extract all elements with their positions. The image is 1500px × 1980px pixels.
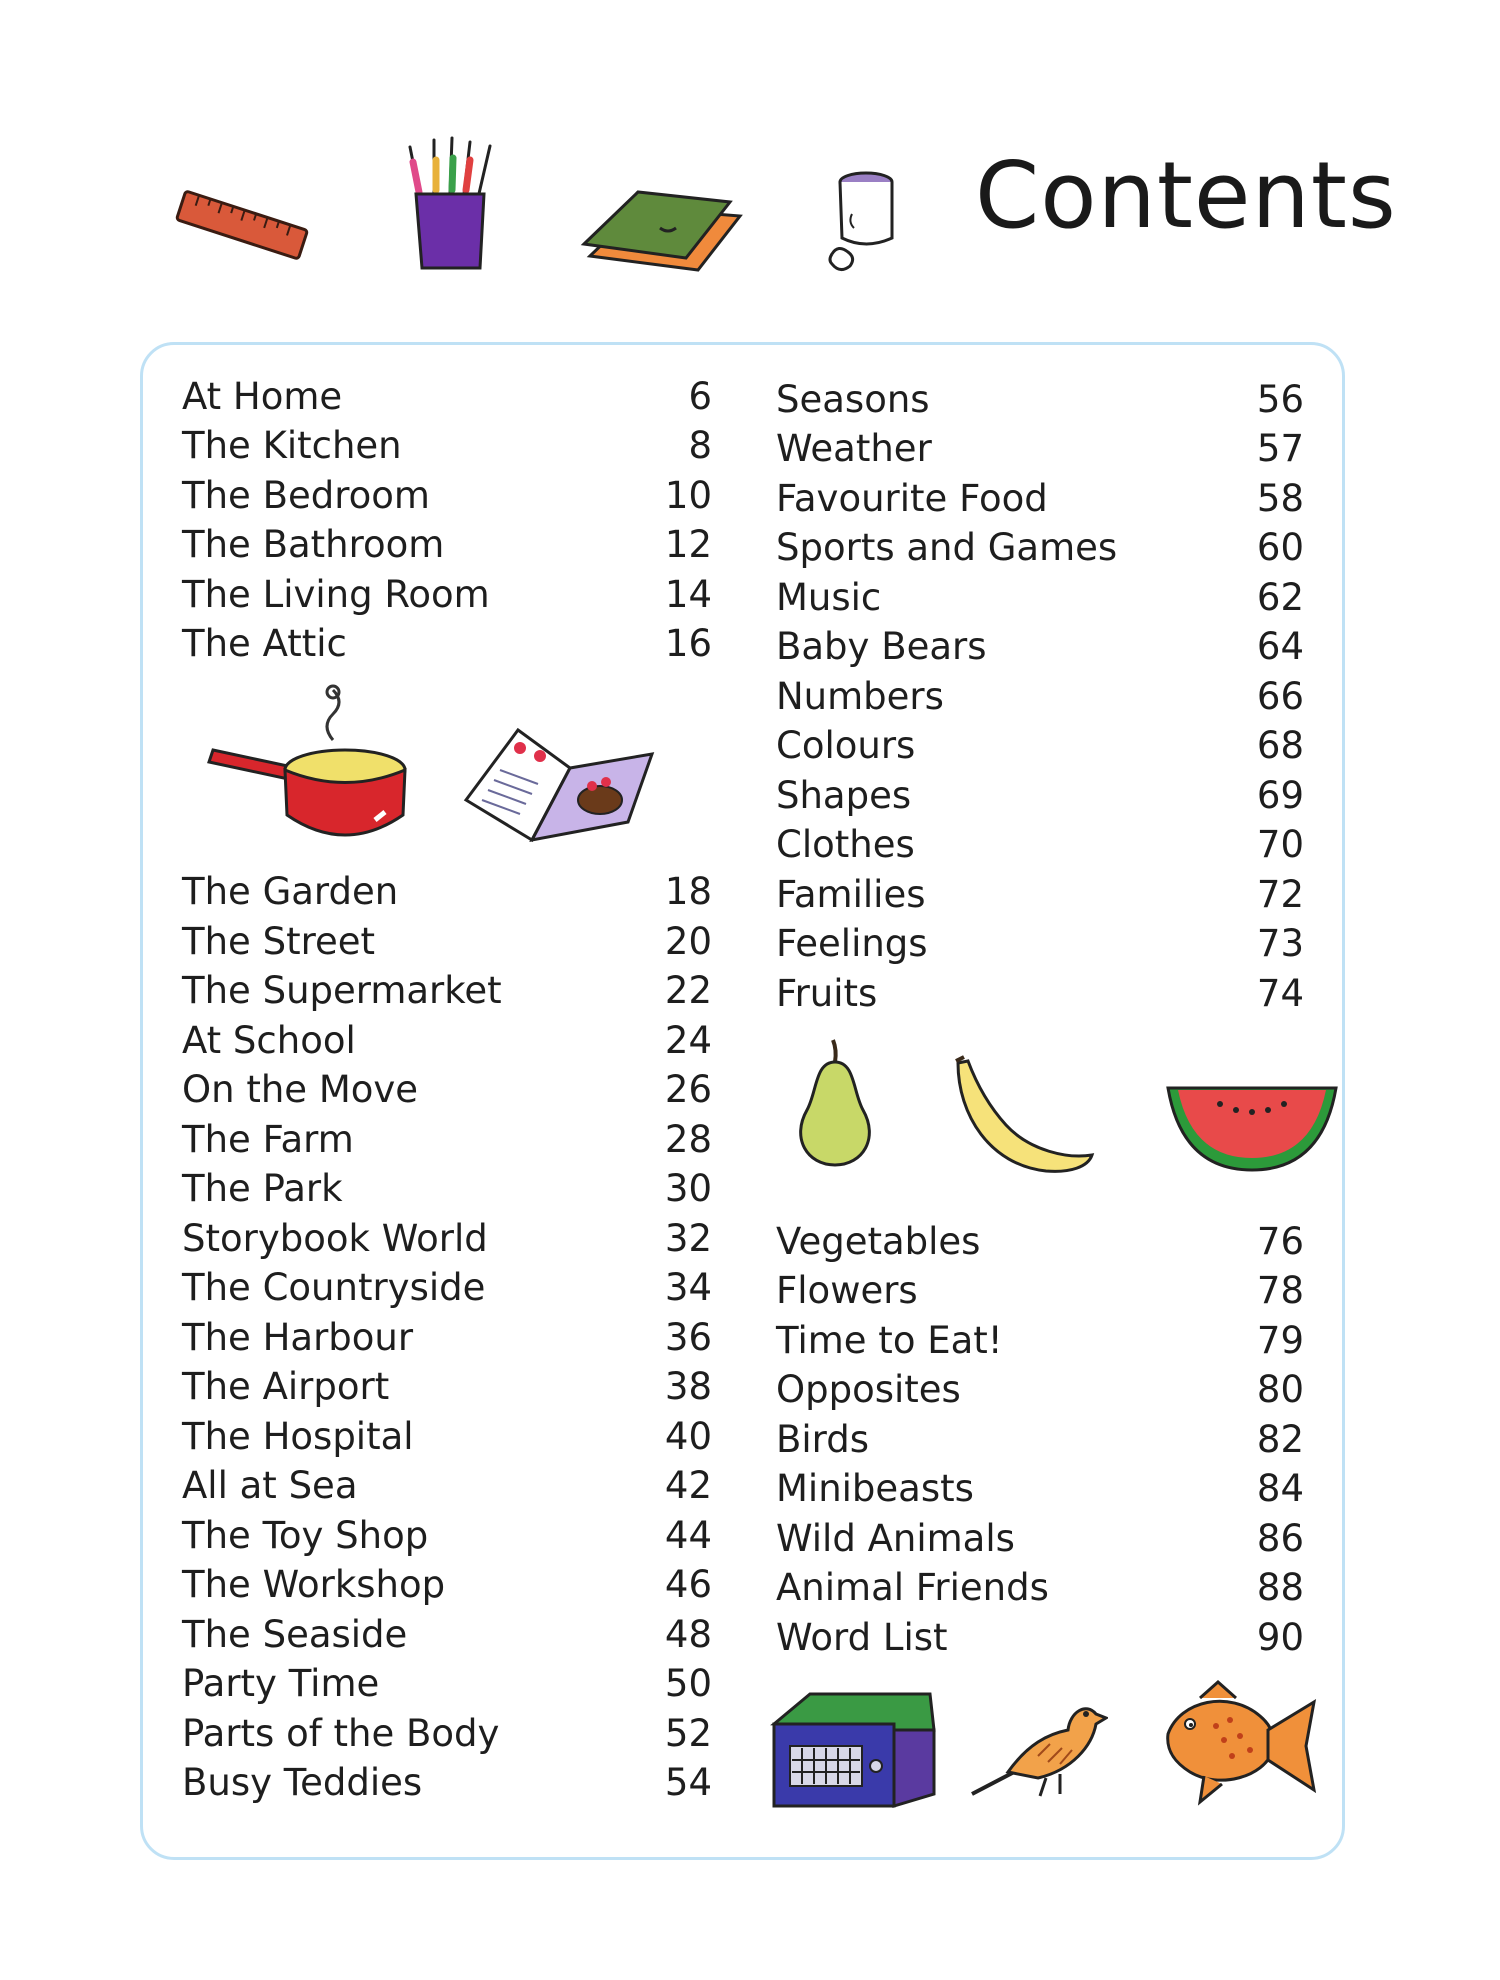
toc-entry-label: The Attic — [182, 622, 347, 665]
toc-entry-page: 18 — [664, 870, 712, 913]
toc-entry-page: 88 — [1256, 1566, 1304, 1609]
toc-entry[interactable] — [182, 969, 712, 1013]
toc-entry-label: On the Move — [182, 1068, 419, 1111]
toc-entry-page: 58 — [1256, 477, 1304, 520]
toc-entry-label: The Park — [182, 1167, 343, 1210]
toc-entry[interactable] — [182, 1068, 712, 1112]
toc-entry-page: 70 — [1256, 823, 1304, 866]
birdhouse-radio-icon — [770, 1690, 940, 1810]
toc-entry-label: Time to Eat! — [776, 1319, 1003, 1362]
toc-entry-label: At Home — [182, 375, 343, 418]
toc-entry-page: 50 — [664, 1662, 712, 1705]
toc-entry-page: 72 — [1256, 873, 1304, 916]
toc-entry-label: Sports and Games — [776, 526, 1118, 569]
toc-entry-label: Music — [776, 576, 882, 619]
toc-entry-page: 78 — [1256, 1269, 1304, 1312]
toc-entry-label: Parts of the Body — [182, 1712, 500, 1755]
pear-icon — [785, 1030, 885, 1170]
toc-entry-page: 76 — [1256, 1220, 1304, 1263]
toc-entry[interactable] — [776, 922, 1304, 966]
toc-entry-label: Clothes — [776, 823, 915, 866]
toc-entry-label: Flowers — [776, 1269, 918, 1312]
toc-entry-page: 40 — [664, 1415, 712, 1458]
toc-entry[interactable] — [182, 622, 712, 666]
toc-entry[interactable] — [776, 1269, 1304, 1313]
contents-column-left — [182, 0, 712, 1980]
toc-entry[interactable] — [776, 1319, 1304, 1363]
toc-entry-label: Birds — [776, 1418, 869, 1461]
toc-entry[interactable] — [182, 1019, 712, 1063]
saucepan-icon — [205, 680, 415, 845]
banana-icon — [950, 1055, 1100, 1180]
toc-entry-label: The Street — [182, 920, 376, 963]
toc-entry[interactable] — [776, 526, 1304, 570]
toc-entry-label: The Toy Shop — [182, 1514, 429, 1557]
toc-entry-page: 10 — [664, 474, 712, 517]
toc-entry-page: 82 — [1256, 1418, 1304, 1461]
toc-entry-page: 86 — [1256, 1517, 1304, 1560]
toc-entry[interactable] — [182, 1167, 712, 1211]
toc-entry-label: Numbers — [776, 675, 944, 718]
toc-entry[interactable] — [182, 1563, 712, 1607]
toc-entry[interactable] — [182, 1613, 712, 1657]
toc-entry-page: 66 — [1256, 675, 1304, 718]
toc-entry[interactable] — [776, 724, 1304, 768]
toc-entry-label: Opposites — [776, 1368, 961, 1411]
toc-entry-label: Favourite Food — [776, 477, 1048, 520]
toc-entry[interactable] — [182, 1662, 712, 1706]
toc-entry-page: 64 — [1256, 625, 1304, 668]
toc-entry[interactable] — [182, 1761, 712, 1805]
toc-entry-label: Fruits — [776, 972, 878, 1015]
toc-entry-page: 62 — [1256, 576, 1304, 619]
toc-entry-label: The Bathroom — [182, 523, 445, 566]
toc-entry-label: The Countryside — [182, 1266, 486, 1309]
toc-entry[interactable] — [182, 870, 712, 914]
goldfish-icon — [1160, 1680, 1320, 1810]
toc-entry-page: 34 — [664, 1266, 712, 1309]
toc-entry-label: Feelings — [776, 922, 928, 965]
toc-entry-label: Wild Animals — [776, 1517, 1015, 1560]
toc-entry-label: The Bedroom — [182, 474, 430, 517]
toc-entry-label: Busy Teddies — [182, 1761, 423, 1804]
toc-entry-label: Shapes — [776, 774, 912, 817]
toc-entry-label: The Living Room — [182, 573, 490, 616]
toc-entry[interactable] — [776, 378, 1304, 422]
toc-entry-label: The Hospital — [182, 1415, 414, 1458]
toc-entry-page: 48 — [664, 1613, 712, 1656]
toc-entry[interactable] — [776, 1517, 1304, 1561]
toc-entry-page: 79 — [1256, 1319, 1304, 1362]
toc-entry[interactable] — [776, 1467, 1304, 1511]
toc-entry-page: 42 — [664, 1464, 712, 1507]
toc-entry-page: 38 — [664, 1365, 712, 1408]
toc-entry-label: The Airport — [182, 1365, 390, 1408]
toc-entry-page: 69 — [1256, 774, 1304, 817]
toc-entry[interactable] — [776, 1566, 1304, 1610]
toc-entry[interactable] — [182, 375, 712, 419]
toc-entry-page: 46 — [664, 1563, 712, 1606]
toc-entry-label: Families — [776, 873, 926, 916]
toc-entry-page: 68 — [1256, 724, 1304, 767]
toc-entry-page: 12 — [664, 523, 712, 566]
toc-entry[interactable] — [182, 424, 712, 468]
toc-entry-page: 54 — [664, 1761, 712, 1804]
toc-entry[interactable] — [182, 1415, 712, 1459]
toc-entry[interactable] — [182, 474, 712, 518]
toc-entry[interactable] — [776, 873, 1304, 917]
toc-entry-page: 84 — [1256, 1467, 1304, 1510]
toc-entry-page: 6 — [688, 375, 712, 418]
toc-entry-page: 73 — [1256, 922, 1304, 965]
toc-entry[interactable] — [182, 920, 712, 964]
toc-entry-label: Seasons — [776, 378, 930, 421]
toc-entry-page: 8 — [688, 424, 712, 467]
toc-entry-page: 22 — [664, 969, 712, 1012]
toc-entry-label: Vegetables — [776, 1220, 981, 1263]
toc-entry-page: 30 — [664, 1167, 712, 1210]
toc-entry[interactable] — [182, 523, 712, 567]
toc-entry-page: 36 — [664, 1316, 712, 1359]
toc-entry-label: Baby Bears — [776, 625, 987, 668]
toc-entry-label: The Workshop — [182, 1563, 446, 1606]
toc-entry[interactable] — [776, 576, 1304, 620]
toc-entry[interactable] — [182, 1464, 712, 1508]
toc-entry[interactable] — [776, 1616, 1304, 1660]
toc-entry[interactable] — [776, 625, 1304, 669]
toc-entry-label: The Supermarket — [182, 969, 502, 1012]
toc-entry-label: Minibeasts — [776, 1467, 974, 1510]
toc-entry-page: 20 — [664, 920, 712, 963]
toc-entry-page: 90 — [1256, 1616, 1304, 1659]
toc-entry[interactable] — [182, 1217, 712, 1261]
toc-entry-page: 32 — [664, 1217, 712, 1260]
toc-entry-label: The Seaside — [182, 1613, 408, 1656]
toc-entry-page: 24 — [664, 1019, 712, 1062]
toc-entry[interactable] — [776, 1418, 1304, 1462]
toc-entry-page: 52 — [664, 1712, 712, 1755]
toc-entry-page: 14 — [664, 573, 712, 616]
page-title: Contents — [975, 142, 1397, 249]
toc-entry-page: 74 — [1256, 972, 1304, 1015]
toc-entry[interactable] — [776, 774, 1304, 818]
toc-entry-label: Word List — [776, 1616, 948, 1659]
toc-entry-page: 60 — [1256, 526, 1304, 569]
toc-entry-label: All at Sea — [182, 1464, 358, 1507]
toc-entry-label: The Garden — [182, 870, 399, 913]
toc-entry-label: Storybook World — [182, 1217, 488, 1260]
toc-entry-page: 80 — [1256, 1368, 1304, 1411]
toc-entry-page: 16 — [664, 622, 712, 665]
toc-entry-page: 57 — [1256, 427, 1304, 470]
toc-entry[interactable] — [776, 477, 1304, 521]
toc-entry[interactable] — [182, 1514, 712, 1558]
toc-entry-page: 28 — [664, 1118, 712, 1161]
toc-entry-label: Colours — [776, 724, 916, 767]
toc-entry-page: 44 — [664, 1514, 712, 1557]
toc-entry-page: 56 — [1256, 378, 1304, 421]
toc-entry[interactable] — [776, 1368, 1304, 1412]
toc-entry-label: Party Time — [182, 1662, 380, 1705]
recipe-book-icon — [460, 720, 660, 845]
toc-entry-label: The Harbour — [182, 1316, 414, 1359]
toc-entry[interactable] — [776, 823, 1304, 867]
toc-entry[interactable] — [776, 1220, 1304, 1264]
bird-icon — [968, 1690, 1108, 1802]
toc-entry-label: Animal Friends — [776, 1566, 1049, 1609]
toc-entry[interactable] — [182, 1316, 712, 1360]
toc-entry[interactable] — [182, 573, 712, 617]
toc-entry-page: 26 — [664, 1068, 712, 1111]
toc-entry[interactable] — [776, 972, 1304, 1016]
toc-entry[interactable] — [776, 427, 1304, 471]
toc-entry[interactable] — [182, 1712, 712, 1756]
toc-entry[interactable] — [182, 1365, 712, 1409]
toc-entry[interactable] — [182, 1118, 712, 1162]
toc-entry-label: At School — [182, 1019, 356, 1062]
toc-entry[interactable] — [776, 675, 1304, 719]
toc-entry[interactable] — [182, 1266, 712, 1310]
toc-entry-label: Weather — [776, 427, 932, 470]
toc-entry-label: The Kitchen — [182, 424, 402, 467]
toc-entry-label: The Farm — [182, 1118, 354, 1161]
watermelon-icon — [1162, 1078, 1342, 1176]
